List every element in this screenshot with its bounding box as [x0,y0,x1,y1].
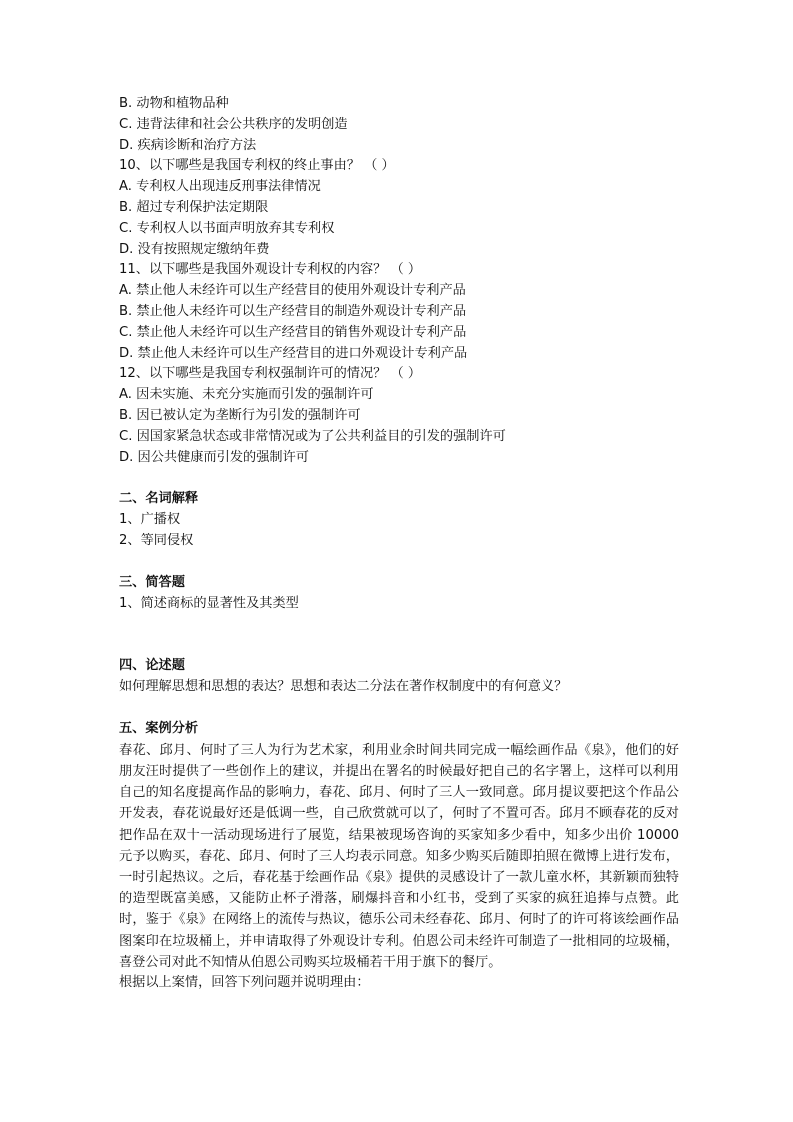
q12-question: 12、以下哪些是我国专利权强制许可的情况？ （ ） [119,366,422,382]
q10-option-c: C. 专利权人以书面声明放弃其专利权 [119,220,335,236]
spacer [119,552,679,573]
spacer [119,614,679,656]
q11-option-a: A. 禁止他人未经许可以生产经营目的使用外观设计专利产品 [119,283,466,299]
section2-item-1: 1、广播权 [119,512,181,528]
section3-heading: 三、简答题 [119,574,185,590]
q10-option-a: A. 专利权人出现违反刑事法律情况 [119,179,321,195]
case-text: 春花、邱月、何时了三人为行为艺术家，利用业余时间共同完成一幅绘画作品《泉》，他们的好朋友汪时提供了一些创作上的建议，并提出在署名的时候最好把自己的名字署上，这样可以利用自己的知名度提高作品的影响力，春花、邱月、何时了三人一致同意。邱月提议要把这个作品公开发表，春花说最好还是低调一些，自己欣赏就可以了，何时了不置可否。邱月不顾春花的反对把作品在双十一活动现场进行了展览，结果被现场咨询的买家知多少看中，知多少出价 10000 元予以购买，春花、邱月、何时了三人均表示同意。知多少购买后随即拍照在微博上进行发布，一时引起热议。之后，春花基于绘画作品《泉》提供的灵感设计了一款儿童水杯，其新颖而独特的造型既富美感，又能防止杯子滑落，刷爆抖音和小红书，受到了买家的疯狂追捧与点赞。此时，鉴于《泉》在网络上的流传与热议，德乐公司未经春花、邱月、何时了的许可将该绘画作品图案印在垃圾桶上，并申请取得了外观设计专利。伯恩公司未经许可制造了一批相同的垃圾桶，喜登公司对此不知情从伯恩公司购买垃圾桶若干用于旗下的餐厅。 [119,742,679,970]
section3-item-1: 1、简述商标的显著性及其类型 [119,595,299,611]
spacer [119,698,679,719]
q11-option-c: C. 禁止他人未经许可以生产经营目的销售外观设计专利产品 [119,324,467,340]
q12-option-c: C. 因国家紧急状态或非常情况或为了公共利益目的引发的强制许可 [119,428,506,444]
section2-heading: 二、名词解释 [119,491,199,507]
q12-option-d: D. 因公共健康而引发的强制许可 [119,449,309,465]
q11-question: 11、以下哪些是我国外观设计专利权的内容？ （ ） [119,262,422,278]
document-page [119,94,679,994]
spacer [119,468,679,489]
section4-heading: 四、论述题 [119,658,185,674]
q10-option-d: D. 没有按照规定缴纳年费 [119,241,270,257]
q9-option-b: B. 动物和植物品种 [119,96,229,111]
q12-option-a: A. 因未实施、未充分实施而引发的强制许可 [119,387,374,403]
section5-heading: 五、案例分析 [119,720,199,736]
q10-option-b: B. 超过专利保护法定期限 [119,199,269,215]
case-prompt: 根据以上案情，回答下列问题并说明理由： [119,974,370,990]
q10-question: 10、以下哪些是我国专利权的终止事由？ （ ） [119,158,395,174]
section2-item-2: 2、等同侵权 [119,532,194,548]
q12-option-b: B. 因已被认定为垄断行为引发的强制许可 [119,407,361,423]
q11-option-d: D. 禁止他人未经许可以生产经营目的进口外观设计专利产品 [119,345,468,361]
section4-question: 如何理解思想和思想的表达？思想和表达二分法在著作权制度中的有何意义？ [119,679,568,695]
q9-option-c: C. 违背法律和社会公共秩序的发明创造 [119,116,348,132]
q11-option-b: B. 禁止他人未经许可以生产经营目的制造外观设计专利产品 [119,303,467,319]
q9-option-d: D. 疾病诊断和治疗方法 [119,137,257,153]
